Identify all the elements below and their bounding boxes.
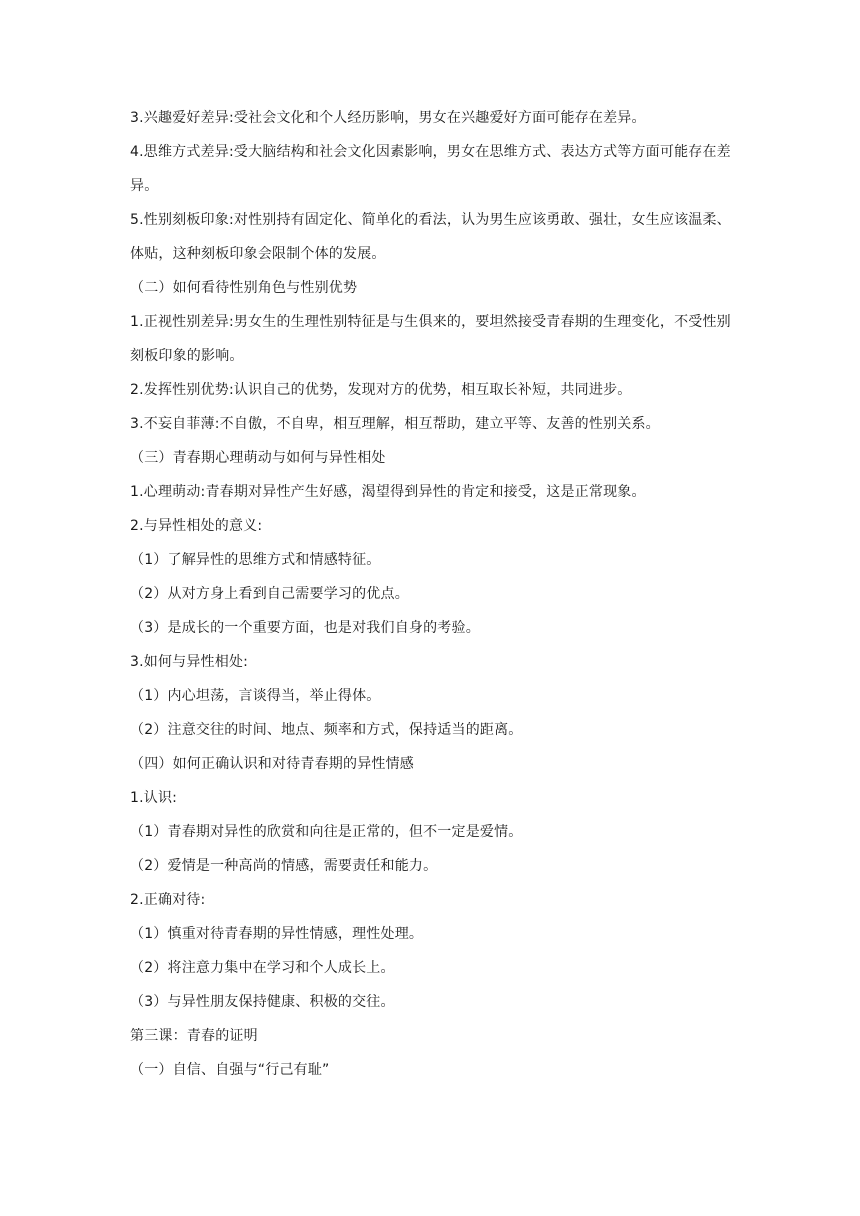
list-item: （2）爱情是一种高尚的情感，需要责任和能力。 <box>130 858 438 874</box>
section-heading-gender-roles: （二）如何看待性别角色与性别优势 <box>130 280 358 296</box>
paragraph-correct-treatment-heading: 2.正确对待: <box>130 892 206 908</box>
list-item: （1）了解异性的思维方式和情感特征。 <box>130 552 381 568</box>
list-item: （1）青春期对异性的欣赏和向往是正常的，但不一定是爱情。 <box>130 824 523 840</box>
document-body <box>130 108 735 1094</box>
paragraph-thinking-differences: 4.思维方式差异:受大脑结构和社会文化因素影响，男女在思维方式、表达方式等方面可能存在差异。 <box>130 144 731 194</box>
section-heading-correct-understanding: （四）如何正确认识和对待青春期的异性情感 <box>130 756 414 772</box>
paragraph-interest-differences: 3.兴趣爱好差异:受社会文化和个人经历影响，男女在兴趣爱好方面可能存在差异。 <box>130 110 646 126</box>
list-item: （1）慎重对待青春期的异性情感，理性处理。 <box>130 926 424 942</box>
paragraph-face-differences: 1.正视性别差异:男女生的生理性别特征是与生俱来的，要坦然接受青春期的生理变化，不受性别刻板印象的影响。 <box>130 314 731 364</box>
list-item: （2）注意交往的时间、地点、频率和方式，保持适当的距离。 <box>130 722 523 738</box>
paragraph-significance-heading: 2.与异性相处的意义: <box>130 518 263 534</box>
paragraph-how-to-get-along-heading: 3.如何与异性相处: <box>130 654 249 670</box>
paragraph-no-self-belittling: 3.不妄自菲薄:不自傲，不自卑，相互理解，相互帮助，建立平等、友善的性别关系。 <box>130 416 660 432</box>
lesson-heading: 第三课：青春的证明 <box>130 1028 258 1044</box>
section-heading-self-confidence: （一）自信、自强与“行己有耻” <box>130 1062 330 1078</box>
list-item: （1）内心坦荡，言谈得当，举止得体。 <box>130 688 381 704</box>
paragraph-psychological-stirring: 1.心理萌动:青春期对异性产生好感，渴望得到异性的肯定和接受，这是正常现象。 <box>130 484 646 500</box>
paragraph-gender-advantages: 2.发挥性别优势:认识自己的优势，发现对方的优势，相互取长补短，共同进步。 <box>130 382 632 398</box>
list-item: （3）是成长的一个重要方面，也是对我们自身的考验。 <box>130 620 480 636</box>
paragraph-gender-stereotypes: 5.性别刻板印象:对性别持有固定化、简单化的看法，认为男生应该勇敢、强壮，女生应该温柔、体贴，这种刻板印象会限制个体的发展。 <box>130 212 731 262</box>
list-item: （3）与异性朋友保持健康、积极的交往。 <box>130 994 395 1010</box>
section-heading-adolescent-feelings: （三）青春期心理萌动与如何与异性相处 <box>130 450 386 466</box>
list-item: （2）将注意力集中在学习和个人成长上。 <box>130 960 395 976</box>
list-item: （2）从对方身上看到自己需要学习的优点。 <box>130 586 409 602</box>
paragraph-recognition-heading: 1.认识: <box>130 790 178 806</box>
